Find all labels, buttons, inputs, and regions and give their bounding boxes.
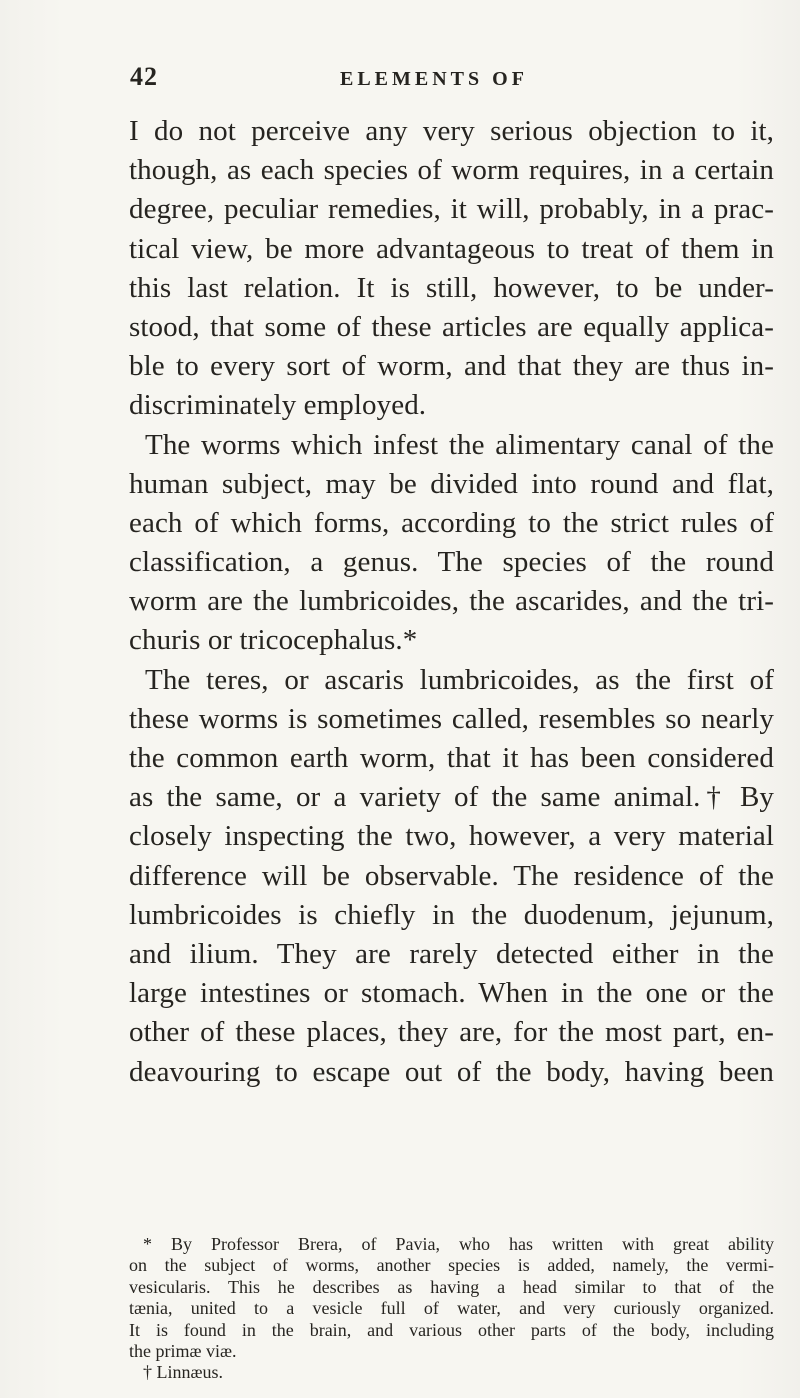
- page-header: [130, 62, 770, 102]
- text-line: stood, that some of these articles are equally applica-: [129, 310, 774, 343]
- text-line: tical view, be more advantageous to treat of them in: [129, 232, 774, 265]
- page-number: 42: [130, 62, 158, 91]
- footnote-line: on the subject of worms, another species is added, namely, the vermi-: [129, 1255, 774, 1276]
- text-line: and ilium. They are rarely detected either in the: [129, 937, 774, 970]
- text-line: these worms is sometimes called, resembles so nearly: [129, 702, 774, 735]
- text-line: classification, a genus. The species of the round: [129, 546, 774, 579]
- text-line: each of which forms, according to the strict rules of: [129, 506, 774, 539]
- text-line: lumbricoides is chiefly in the duodenum, jejunum,: [129, 898, 774, 931]
- text-line: though, as each species of worm requires, in a certain: [129, 154, 774, 187]
- text-line: The worms which infest the alimentary canal of the: [145, 428, 774, 461]
- footnote-line: * By Professor Brera, of Pavia, who has written with great ability: [143, 1234, 774, 1254]
- text-line: worm are the lumbricoides, the ascarides, and the tri-: [129, 585, 774, 618]
- text-line: as the same, or a variety of the same animal.† By: [129, 781, 774, 814]
- text-line: I do not perceive any very serious objection to it,: [129, 115, 774, 147]
- footnote-line: tænia, united to a vesicle full of water, and very curiously organized.: [129, 1298, 774, 1319]
- footnote-line: vesicularis. This he describes as having a head similar to that of the: [129, 1276, 774, 1297]
- footnote-line: It is found in the brain, and various other parts of the body, including: [129, 1319, 774, 1340]
- text-line: human subject, may be divided into round and flat,: [129, 467, 774, 500]
- text-line: discriminately employed.: [129, 389, 427, 422]
- text-line: closely inspecting the two, however, a very material: [129, 820, 774, 853]
- text-line: ble to every sort of worm, and that they are thus in-: [129, 350, 774, 383]
- running-head: ELEMENTS OF: [340, 68, 528, 90]
- text-line: this last relation. It is still, however, to be under-: [129, 271, 774, 304]
- footnotes: [129, 1234, 774, 1384]
- text-line: large intestines or stomach. When in the one or the: [129, 977, 774, 1010]
- footnote-line: the primæ viæ.: [129, 1340, 237, 1361]
- text-line: churis or tricocephalus.*: [129, 624, 418, 657]
- text-line: deavouring to escape out of the body, having been: [129, 1055, 774, 1088]
- text-line: other of these places, they are, for the most part, en-: [129, 1016, 774, 1049]
- body-text: [129, 112, 774, 1092]
- text-line: difference will be observable. The residence of the: [129, 859, 774, 892]
- text-line: the common earth worm, that it has been considered: [129, 742, 774, 774]
- footnote-line: † Linnæus.: [143, 1362, 224, 1383]
- text-line: degree, peculiar remedies, it will, probably, in a prac-: [129, 193, 774, 226]
- text-line: The teres, or ascaris lumbricoides, as the first of: [145, 663, 774, 696]
